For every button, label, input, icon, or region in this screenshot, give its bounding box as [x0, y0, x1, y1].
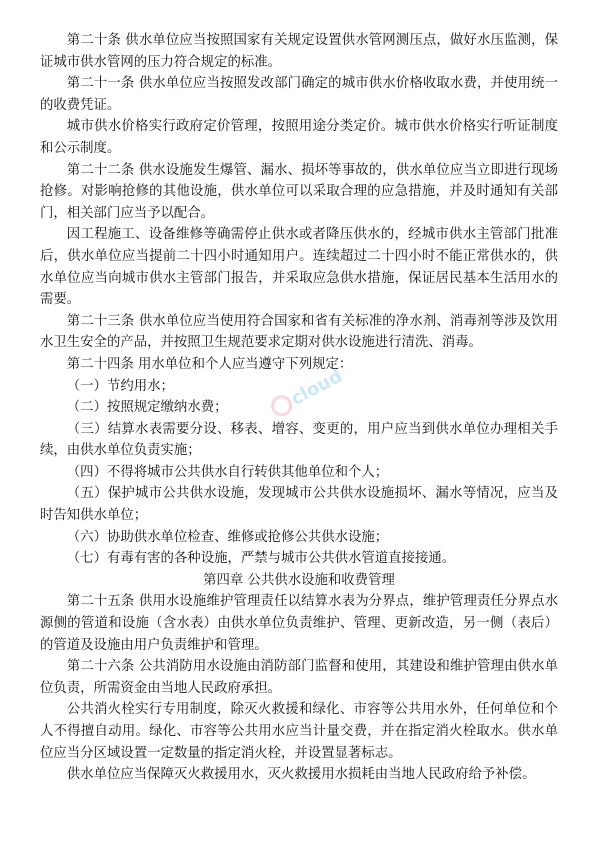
article-21: 第二十一条 供水单位应当按照发改部门确定的城市供水价格收取水费，并使用统一的收费凭证。	[40, 76, 558, 113]
article-26-compensation: 供水单位应当保障灭火救援用水，灭火救援用水损耗由当地人民政府给予补偿。	[66, 767, 536, 783]
article-23: 第二十三条 供水单位应当使用符合国家和省有关标准的净水剂、消毒剂等涉及饮用水卫生安全的产品，并按照卫生规范要求定期对供水设施进行清洗、消毒。	[40, 313, 558, 351]
article-20: 第二十条 供水单位应当按照国家有关规定设置供水管网测压点，做好水压监测，保证城市供水管网的压力符合规定的标准。	[40, 33, 558, 70]
list-item: （七）有毒有害的各种设施，严禁与城市公共供水管道直接接通。	[66, 551, 456, 567]
chapter-title: 第四章 公共供水设施和收费管理	[203, 572, 395, 588]
article-26: 第二十六条 公共消防用水设施由消防部门监督和使用，其建设和维护管理由供水单位负责，所需资金由当地人民政府承担。	[40, 659, 558, 696]
article-26-hydrants: 公共消火栓实行专用制度，除灭火救援和绿化、市容等公共用水外，任何单位和个人不得擅自动用。绿化、市容等公共用水应当计量交费，并在指定消火栓取水。供水单位应当分区域设置一定数量的指定消火栓，并设置显著标志。	[40, 702, 558, 761]
list-item: （二）按照规定缴纳水费；	[66, 400, 228, 416]
list-item: （一）节约用水；	[66, 378, 174, 394]
article-22: 第二十二条 供水设施发生爆管、漏水、损坏等事故的，供水单位应当立即进行现场抢修。对影响抢修的其他设施，供水单位可以采取合理的应急措施，并及时通知有关部门，相关部门应当予以配合。	[40, 162, 558, 221]
article-21-pricing: 城市供水价格实行政府定价管理，按照用途分类定价。城市供水价格实行听证制度和公示制度。	[40, 119, 558, 156]
watermark-text: cloud	[287, 365, 346, 410]
article-24: 第二十四条 用水单位和个人应当遵守下列规定：	[66, 356, 353, 372]
article-22-suspension: 因工程施工、设备维修等确需停止供水或者降压供水的，经城市供水主管部门批准后，供水单位应当提前二十四小时通知用户。连续超过二十四小时不能正常供水的，供水单位应当向城市供水主管部门报告，并采取应急供水措施，保证居民基本生活用水的需要。	[40, 227, 558, 308]
article-25: 第二十五条 供用水设施维护管理责任以结算水表为分界点，维护管理责任分界点水源侧的管道和设施（含水表）由供水单位负责维护、管理、更新改造，另一侧（表后）的管道及设施由用户负责维护和管理。	[40, 594, 558, 653]
list-item: （五）保护城市公共供水设施，发现城市公共供水设施损坏、漏水等情况，应当及时告知供水单位；	[40, 486, 558, 524]
list-item: （三）结算水表需要分设、移表、增容、变更的，用户应当到供水单位办理相关手续，由供水单位负责实施；	[40, 421, 558, 459]
cloud-logo-icon	[255, 355, 355, 425]
list-item: （四）不得将城市公共供水自行转供其他单位和个人；	[66, 464, 389, 480]
list-item: （六）协助供水单位检查、维修或抢修公共供水设施；	[66, 529, 389, 545]
